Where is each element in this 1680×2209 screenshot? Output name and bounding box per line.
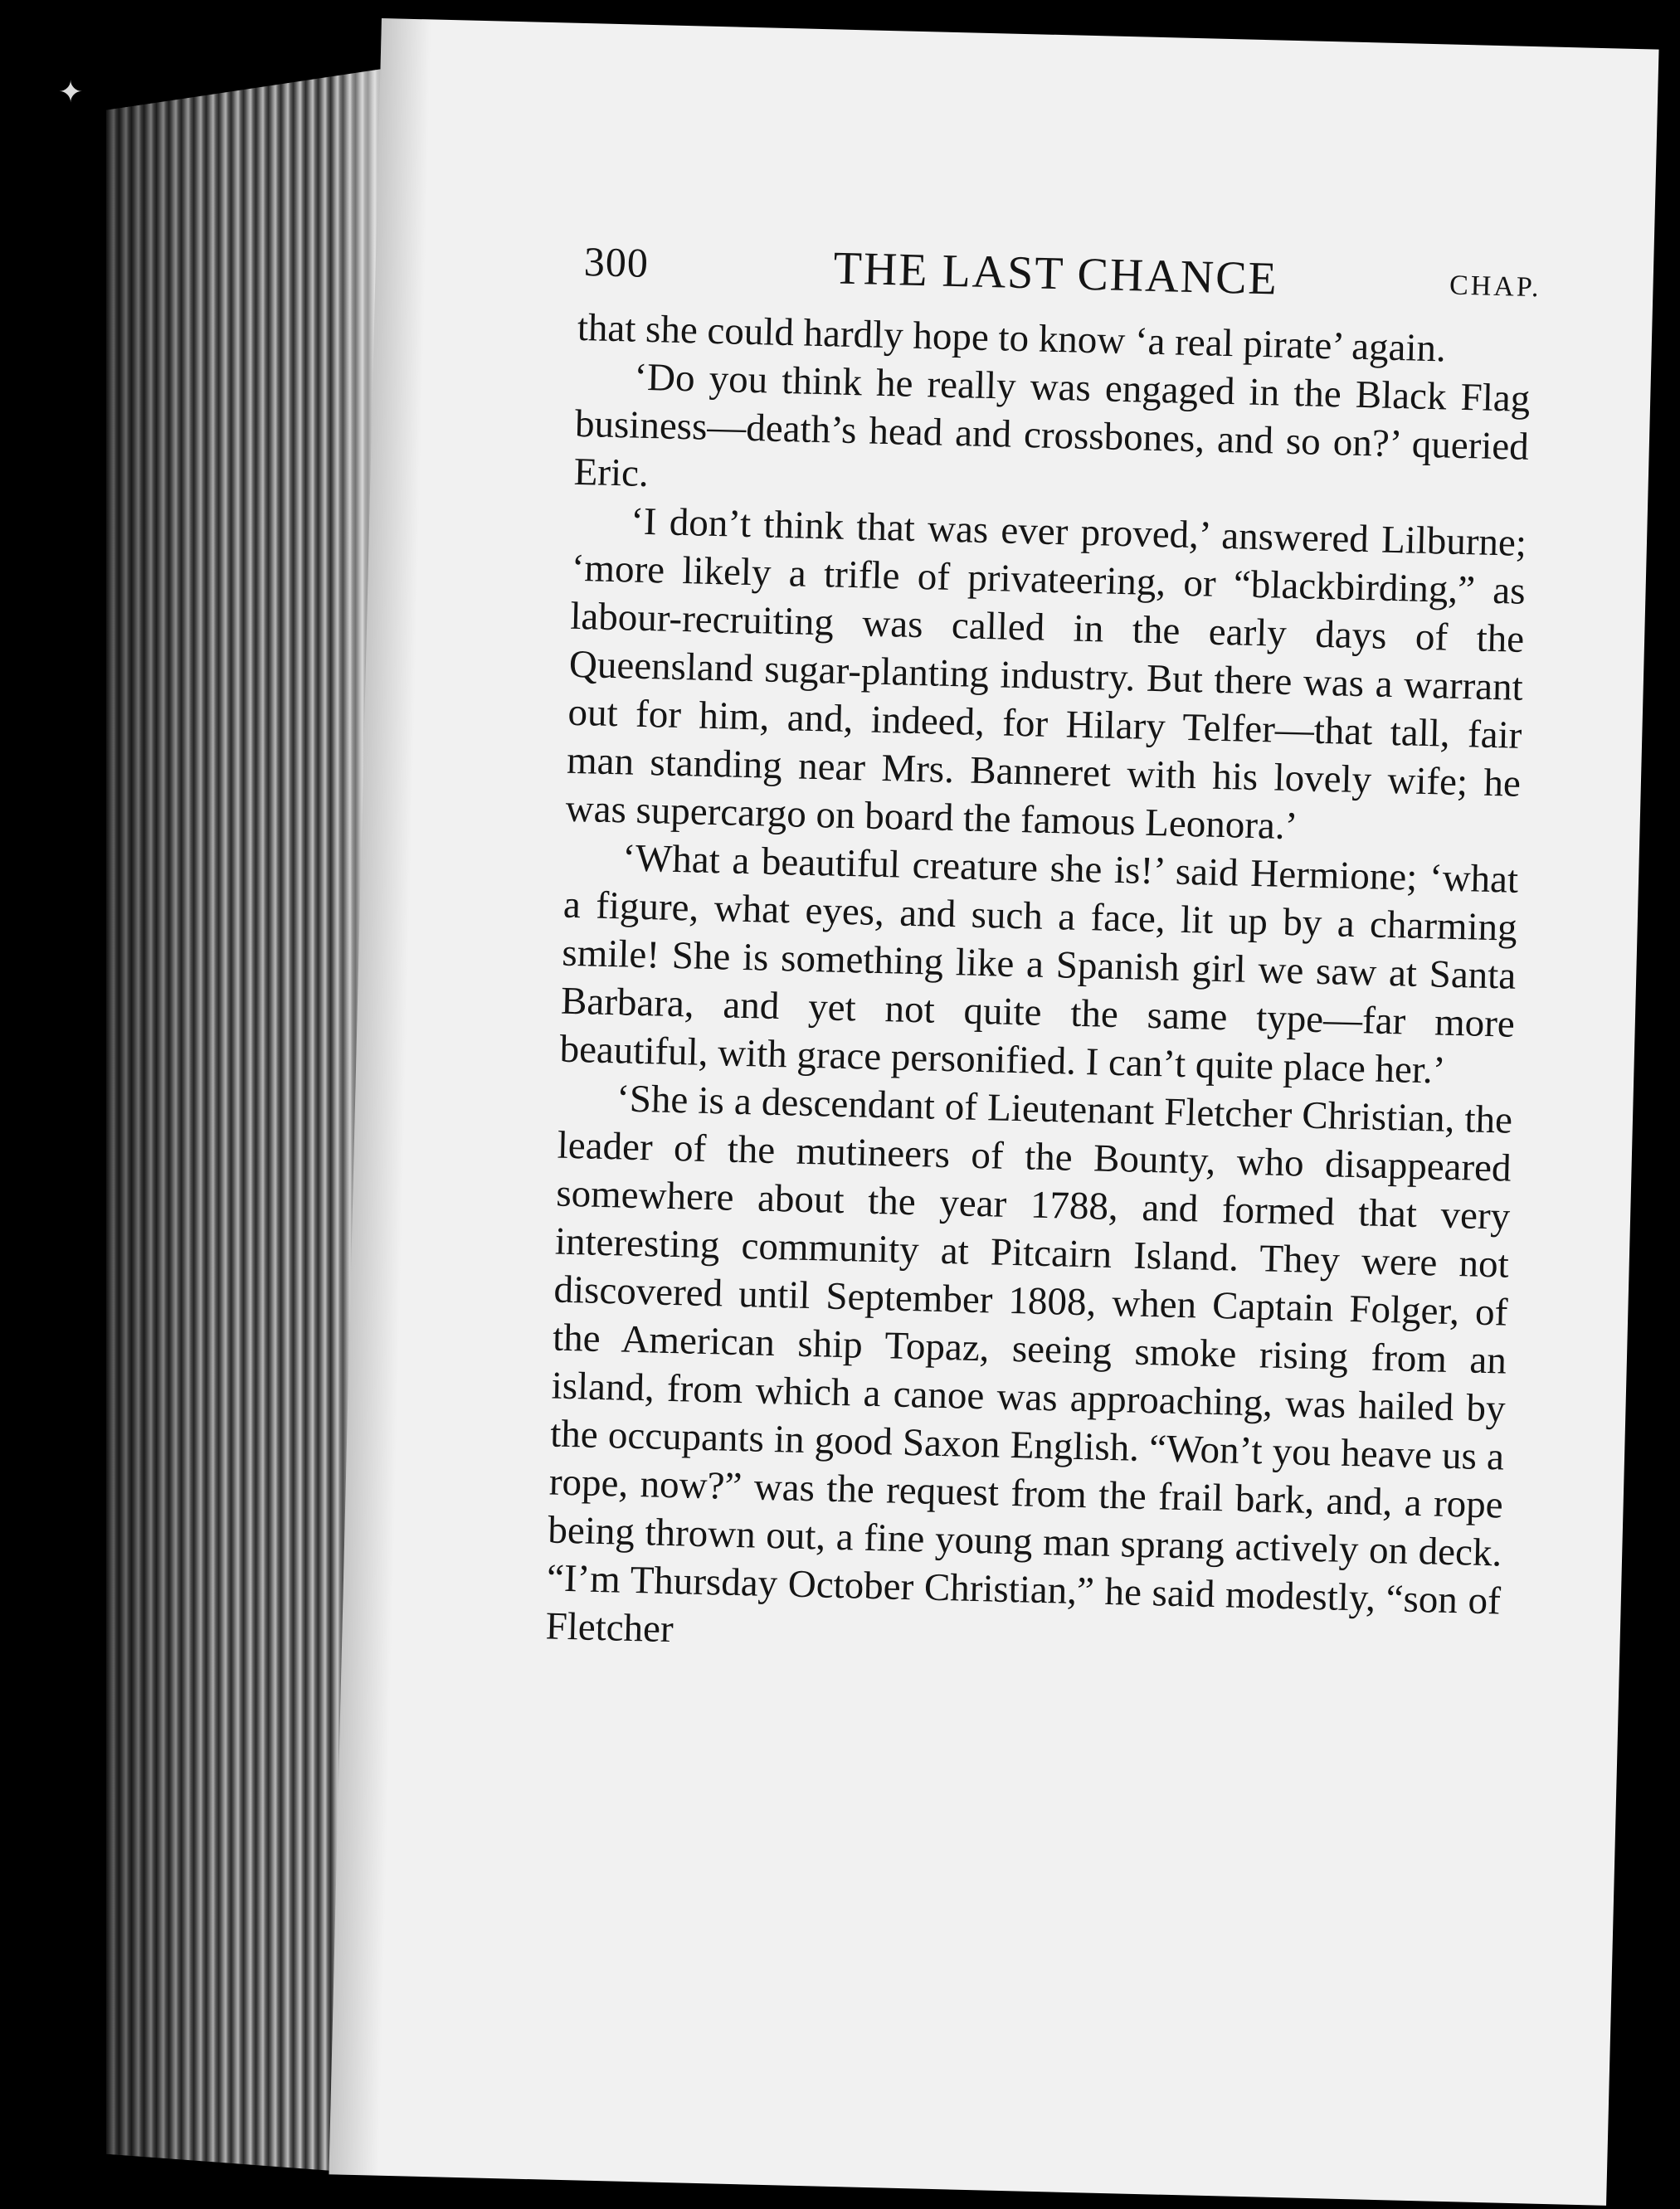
paragraph-4: ‘What a beautiful creature she is!’ said Hermione; ‘what a figure, what eyes, and such a face, lit up by a charming smile! She is something like a Spanish girl we saw at Santa Barbara, and yet not quite the same type—far more beautiful, with grace personified. I can’t quite place her.’ (559, 836, 1519, 1092)
page-content (545, 237, 1541, 1674)
book-title: THE LAST CHANCE (832, 242, 1279, 305)
page-number: 300 (583, 238, 650, 286)
body-text (545, 304, 1531, 1674)
paragraph-2: ‘Do you think he really was engaged in the Black Flag business—death’s head and crossbones, and so on?’ queried Eric. (573, 355, 1531, 496)
paragraph-1: that she could hardly hope to know ‘a real pirate’ again. (577, 305, 1447, 371)
scan-artifact-mark: ✦ (58, 75, 84, 109)
paragraph-5: ‘She is a descendant of Lieutenant Fletcher Christian, the leader of the mutineers of the Bounty, who disappeared somewhere about the year 1788, and formed that very interesting community at Pitcairn Island. They were not discovered until September 1808, when Captain Folger, of the American ship Topaz, seeing smoke rising from an island, from which a canoe was approaching, was hailed by the occupants in good Saxon English. “Won’t you heave us a rope, now?” was the request from the frail bark, and, a rope being thrown out, a fine young man sprang actively on deck. “I’m Thursday October Christian,” he said modestly, “son of Fletcher (545, 1077, 1513, 1652)
book-page (329, 18, 1658, 2206)
chapter-label: CHAP. (1449, 270, 1541, 304)
paragraph-3: ‘I don’t think that was ever proved,’ answered Lilburne; ‘more likely a trifle of privateering, or “blackbirding,” as labour-recruiting was called in the early days of the Queensland sugar-planting industry. But there was a warrant out for him, and, indeed, for Hilary Telfer—that tall, fair man standing near Mrs. Banneret with his lovely wife; he was supercargo on board the famous Leonora.’ (565, 499, 1527, 849)
